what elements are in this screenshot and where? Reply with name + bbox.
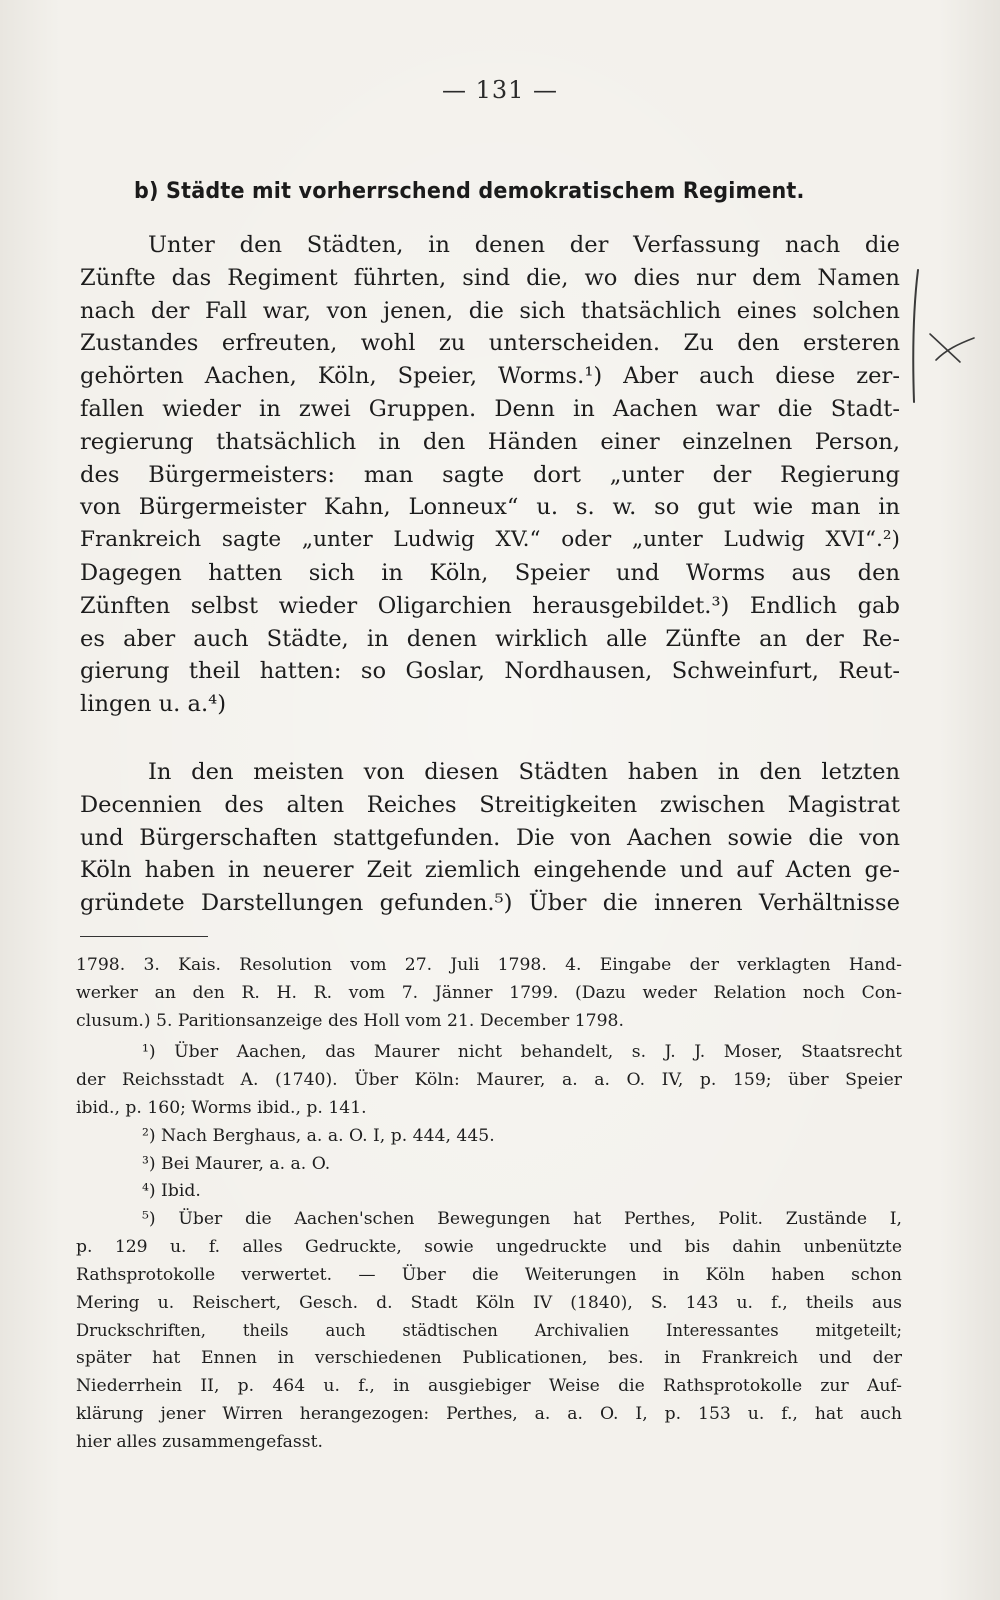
footnote-line: Rathsprotokolle verwertet. — Über die Weiterungen in Köln haben schon [76,1264,902,1285]
pencil-bracket-line [913,270,918,402]
text-line: fallen wieder in zwei Gruppen. Denn in Aachen war die Stadt- [80,395,900,422]
text-line: Köln haben in neuerer Zeit ziemlich eingehende und auf Acten ge- [80,857,900,884]
footnote-line: hier alles zusammengefasst. [76,1431,323,1452]
footnote-line: ²) Nach Berghaus, a. a. O. I, p. 444, 445. [142,1125,495,1146]
footnote-line: klärung jener Wirren herangezogen: Perthes, a. a. O. I, p. 153 u. f., hat auch [76,1403,902,1424]
text-line: Zünfte das Regiment führten, sind die, wo dies nur dem Namen [80,264,900,291]
text-line: gehörten Aachen, Köln, Speier, Worms.¹) Aber auch diese zer- [80,363,900,390]
text-line: von Bürgermeister Kahn, Lonneux“ u. s. w. so gut wie man in [80,494,900,521]
text-line: gründete Darstellungen gefunden.⁵) Über die inneren Verhältnisse [80,890,900,917]
text-line: Dagegen hatten sich in Köln, Speier und Worms aus den [80,559,900,586]
text-line: lingen u. a.⁴) [80,691,227,718]
pencil-cross-stroke-1 [930,334,960,362]
paragraph-1 [80,229,900,721]
footnote-line: der Reichsstadt A. (1740). Über Köln: Maurer, a. a. O. IV, p. 159; über Speier [76,1070,902,1091]
footnote-line: später hat Ennen in verschiedenen Publicationen, bes. in Frankreich und der [76,1348,902,1369]
text-line: Decennien des alten Reiches Streitigkeiten zwischen Magistrat [80,791,900,818]
footnote-line: ⁴) Ibid. [142,1181,201,1202]
text-line: regierung thatsächlich in den Händen einer einzelnen Person, [80,428,900,455]
text-line: des Bürgermeisters: man sagte dort „unter der Regierung [80,461,900,488]
footnote-line: Mering u. Reischert, Gesch. d. Stadt Köln IV (1840), S. 143 u. f., theils aus [76,1292,902,1313]
text-line: nach der Fall war, von jenen, die sich thatsächlich eines solchen [80,297,900,324]
footnote-line: p. 129 u. f. alles Gedruckte, sowie ungedruckte und bis dahin unbenützte [76,1236,902,1257]
footnote-line: ³) Bei Maurer, a. a. O. [142,1153,331,1174]
text-line: Frankreich sagte „unter Ludwig XV.“ oder „unter Ludwig XVI“.²) [80,527,900,553]
text-line: Unter den Städten, in denen der Verfassung nach die [148,232,900,258]
text-line: Zünften selbst wieder Oligarchien herausgebildet.³) Endlich gab [80,592,900,619]
pencil-margin-mark [908,262,978,412]
paragraph-2 [80,756,900,920]
footnote-line: Niederrhein II, p. 464 u. f., in ausgiebiger Weise die Rathsprotokolle zur Auf- [76,1375,902,1396]
footnote-line: ⁵) Über die Aachen'schen Bewegungen hat Perthes, Polit. Zustände I, [142,1209,902,1230]
footnote-line: clusum.) 5. Paritionsanzeige des Holl vom 21. December 1798. [76,1010,624,1031]
footnote-line: Druckschriften, theils auch städtischen Archivalien Interessantes mitgeteilt; [76,1321,902,1341]
page-number: — 131 — [441,76,559,104]
text-line: und Bürgerschaften stattgefunden. Die von Aachen sowie die von [80,824,900,851]
text-line: es aber auch Städte, in denen wirklich alle Zünfte an der Re- [80,625,900,652]
footnote-divider [80,936,208,937]
footnote-line: ibid., p. 160; Worms ibid., p. 141. [76,1097,367,1118]
section-heading: b) Städte mit vorherrschend demokratischem Regiment. [134,178,805,204]
footnotes [76,952,902,1456]
footnote-line: 1798. 3. Kais. Resolution vom 27. Juli 1798. 4. Eingabe der verklagten Hand- [76,955,902,975]
text-line: gierung theil hatten: so Goslar, Nordhausen, Schweinfurt, Reut- [80,658,900,685]
text-line: Zustandes erfreuten, wohl zu unterscheiden. Zu den ersteren [80,330,900,357]
footnote-line: ¹) Über Aachen, das Maurer nicht behandelt, s. J. J. Moser, Staatsrecht [142,1042,902,1063]
text-line: In den meisten von diesen Städten haben in den letzten [148,759,900,785]
footnote-line: werker an den R. H. R. vom 7. Jänner 1799. (Dazu weder Relation noch Con- [76,982,902,1003]
